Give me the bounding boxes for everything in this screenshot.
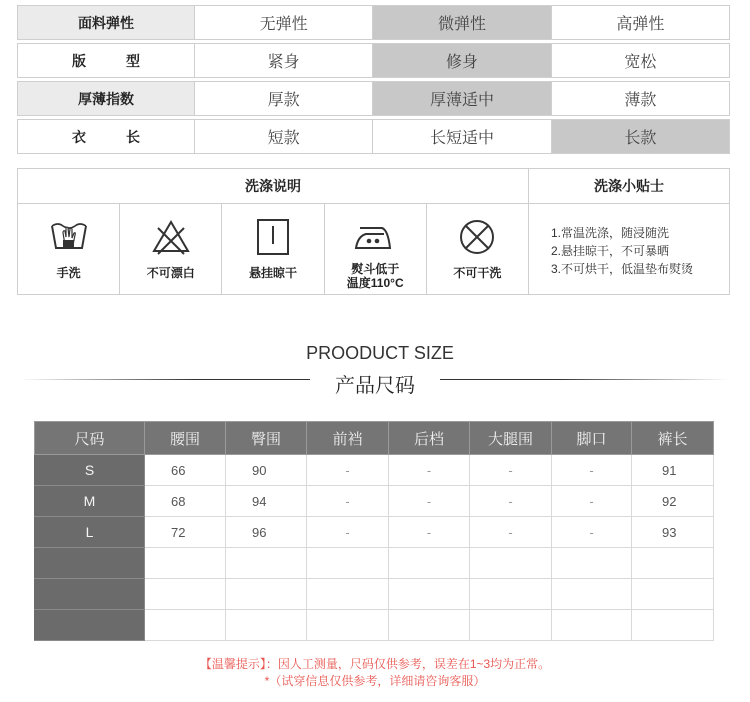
- attribute-label: 面料弹性: [17, 5, 195, 40]
- wash-item-hang-dry: [222, 204, 324, 294]
- tips-title: 洗涤小贴士: [529, 169, 729, 204]
- size-value: [145, 579, 226, 610]
- divider-right: [440, 379, 730, 380]
- size-value: -: [470, 486, 552, 517]
- size-value: 96: [226, 517, 307, 548]
- washing-title: 洗涤说明: [18, 169, 528, 204]
- attribute-option: 厚薄适中: [373, 81, 551, 116]
- size-value: [307, 548, 389, 579]
- size-row: [35, 517, 714, 548]
- size-column-header: 尺码: [35, 422, 145, 455]
- attribute-option: 修身: [373, 43, 551, 78]
- attribute-option: 紧身: [195, 43, 373, 78]
- size-value: -: [552, 517, 632, 548]
- size-label: [35, 548, 145, 579]
- size-value: [632, 610, 714, 641]
- attribute-option: 厚款: [195, 81, 373, 116]
- notice: [0, 656, 750, 690]
- fabric-attributes-table: [17, 2, 730, 157]
- wash-item-no-dry-clean: [427, 204, 528, 294]
- size-value: [145, 548, 226, 579]
- size-value: [632, 548, 714, 579]
- attribute-row: [17, 5, 730, 40]
- wash-item-no-bleach: [120, 204, 222, 294]
- size-value: [552, 548, 632, 579]
- size-value: -: [389, 455, 470, 486]
- size-value: [389, 610, 470, 641]
- size-value: [470, 548, 552, 579]
- size-value: [389, 579, 470, 610]
- attribute-option: 宽松: [552, 43, 730, 78]
- attribute-option: 长短适中: [373, 119, 551, 154]
- size-value: 92: [632, 486, 714, 517]
- attribute-label: 厚薄指数: [17, 81, 195, 116]
- size-chart-table: [34, 421, 714, 641]
- size-value: [632, 579, 714, 610]
- attribute-label: 版型: [17, 43, 195, 78]
- wash-label: 不可干洗: [453, 266, 502, 280]
- size-row: [35, 579, 714, 610]
- notice-line2: *（试穿信息仅供参考，详细请咨询客服）: [264, 674, 486, 688]
- size-column-header: 臀围: [226, 422, 307, 455]
- wash-label: [347, 262, 404, 290]
- size-label: M: [35, 486, 145, 517]
- size-value: [552, 610, 632, 641]
- size-value: -: [470, 455, 552, 486]
- size-row: [35, 548, 714, 579]
- tips-list: [529, 204, 729, 278]
- size-row: [35, 610, 714, 641]
- size-label: L: [35, 517, 145, 548]
- notice-line1: 【温馨提示】：因人工测量，尺码仅供参考，误差在1~3均为正常。: [199, 657, 551, 671]
- size-value: [307, 579, 389, 610]
- size-label: [35, 579, 145, 610]
- size-value: 72: [145, 517, 226, 548]
- size-value: [470, 610, 552, 641]
- size-value: -: [307, 517, 389, 548]
- hand-wash-icon: [48, 218, 90, 256]
- size-value: 66: [145, 455, 226, 486]
- size-heading-cn: 产品尺码: [335, 375, 415, 397]
- size-value: -: [470, 517, 552, 548]
- size-column-header: 大腿围: [470, 422, 552, 455]
- size-column-header: 前裆: [307, 422, 389, 455]
- size-value: [226, 579, 307, 610]
- wash-label: 不可漂白: [146, 266, 195, 280]
- size-column-header: 腰围: [145, 422, 226, 455]
- size-value: [552, 579, 632, 610]
- size-column-header: 后档: [389, 422, 470, 455]
- attribute-row: [17, 43, 730, 78]
- size-row: [35, 486, 714, 517]
- hang-dry-icon: [252, 218, 294, 256]
- size-label: [35, 610, 145, 641]
- size-value: 90: [226, 455, 307, 486]
- size-value: [470, 579, 552, 610]
- size-value: 91: [632, 455, 714, 486]
- washing-instructions-panel: [17, 168, 730, 295]
- size-column-header: 脚口: [552, 422, 632, 455]
- no-bleach-icon: [150, 218, 192, 256]
- attribute-label: 衣长: [17, 119, 195, 154]
- attribute-option: 微弹性: [373, 5, 551, 40]
- size-value: [307, 610, 389, 641]
- size-row: [35, 455, 714, 486]
- tip-item: 1.常温洗涤，随浸随洗: [551, 226, 670, 240]
- size-value: 68: [145, 486, 226, 517]
- size-value: [226, 610, 307, 641]
- attribute-option: 长款: [552, 119, 730, 154]
- attribute-option: 高弹性: [552, 5, 730, 40]
- wash-label: 手洗: [56, 266, 81, 280]
- size-value: 93: [632, 517, 714, 548]
- size-column-header: 裤长: [632, 422, 714, 455]
- size-label: S: [35, 455, 145, 486]
- iron-label-line1: 熨斗低于: [351, 262, 400, 276]
- no-dry-clean-icon: [456, 218, 498, 256]
- size-table-header: [35, 422, 714, 455]
- wash-label: 悬挂晾干: [249, 266, 298, 280]
- attribute-option: 无弹性: [195, 5, 373, 40]
- wash-item-hand-wash: [18, 204, 120, 294]
- attribute-row: [17, 81, 730, 116]
- iron-label-line2: 温度110°C: [346, 276, 404, 290]
- attribute-row: [17, 119, 730, 154]
- size-value: [226, 548, 307, 579]
- tip-item: 2.悬挂晾干，不可暴晒: [551, 244, 670, 258]
- attribute-option: 薄款: [552, 81, 730, 116]
- size-heading-en: PROODUCT SIZE: [306, 343, 454, 363]
- attribute-option: 短款: [195, 119, 373, 154]
- size-value: [145, 610, 226, 641]
- wash-item-iron: [325, 204, 427, 294]
- size-value: -: [307, 455, 389, 486]
- size-value: -: [552, 486, 632, 517]
- size-value: -: [389, 486, 470, 517]
- size-value: -: [552, 455, 632, 486]
- wash-icons-row: [18, 204, 528, 294]
- size-value: -: [389, 517, 470, 548]
- size-value: [389, 548, 470, 579]
- iron-icon: [354, 218, 396, 256]
- washing-tips: [529, 169, 729, 294]
- washing-instructions: [18, 169, 529, 294]
- size-value: -: [307, 486, 389, 517]
- size-value: 94: [226, 486, 307, 517]
- tip-item: 3.不可烘干，低温垫布熨烫: [551, 262, 694, 276]
